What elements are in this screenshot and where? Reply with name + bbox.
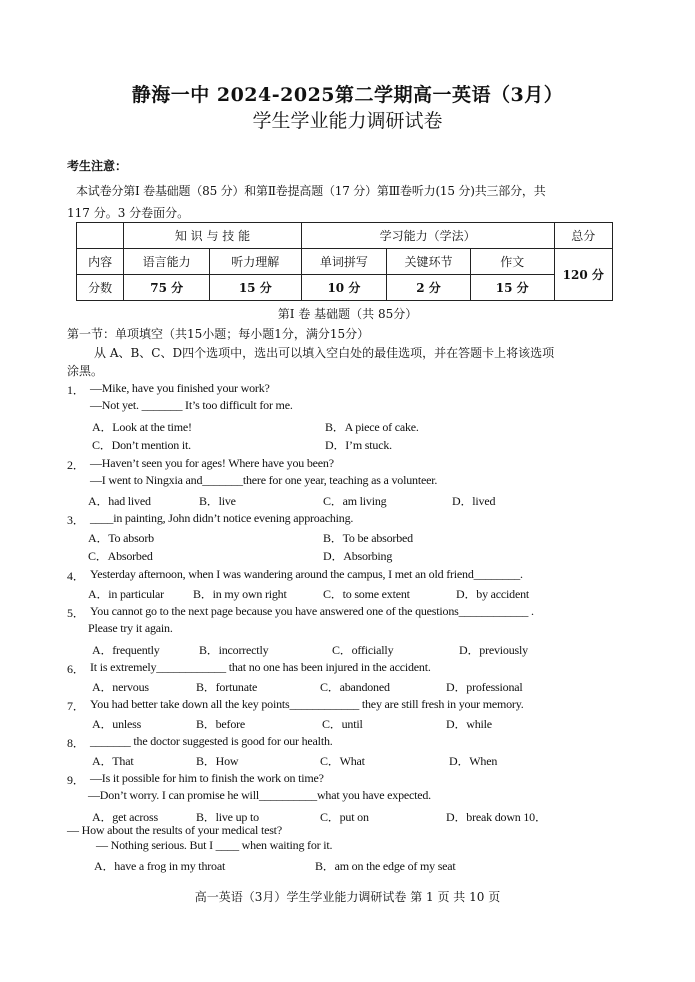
question-line: —Haven’t seen you for ages! Where have you been? [90, 456, 334, 470]
question-line: — How about the results of your medical test? [67, 823, 282, 837]
question-line: It is extremely____________ that no one has been injured in the accident. [90, 660, 431, 674]
option-b: B．How [196, 754, 239, 768]
option-d: D．When [449, 754, 498, 768]
table-col-3: 单词拼写 [301, 249, 387, 275]
table-col-2: 听力理解 [210, 249, 302, 275]
option-a: A．in particular [88, 587, 164, 601]
page-footer: 高一英语（3月）学生学业能力调研试卷 第 1 页 共 10 页 [194, 890, 501, 904]
notice-label: 考生注意： [67, 159, 128, 173]
option-b: B．in my own right [193, 587, 287, 601]
option-a: A．That [92, 754, 134, 768]
option-a: A．get across [92, 810, 158, 824]
question-number: 8． [67, 736, 85, 750]
table-score-4: 2 分 [387, 275, 471, 301]
option-c: C．abandoned [320, 680, 390, 694]
notice-line-2: 117 分。3 分卷面分。 [67, 206, 190, 220]
question-line: ____in painting, John didn’t notice evening approaching. [90, 511, 354, 525]
option-b: B．To be absorbed [323, 531, 413, 545]
option-d: D．break down 10． [446, 810, 547, 824]
option-b: B．fortunate [196, 680, 258, 694]
option-d: D．I’m stuck. [325, 438, 392, 452]
question-line: Yesterday afternoon, when I was wandering around the campus, I met an old friend________. [90, 567, 523, 581]
exam-subtitle: 学生学业能力调研试卷 [252, 110, 443, 132]
question-line: — Nothing serious. But I ____ when waiting for it. [96, 838, 333, 852]
table-group-learning: 学习能力（学法） [301, 223, 554, 249]
question-number: 7． [67, 699, 85, 713]
option-b: B．incorrectly [199, 643, 269, 657]
section-title: 第一节：单项填空（共15小题；每小题1分，满分15分） [67, 327, 370, 341]
instruction-line-1: 从 A、B、C、D四个选项中，选出可以填入空白处的最佳选项，并在答题卡上将该选项 [94, 346, 555, 360]
table-col-4: 关键环节 [387, 249, 471, 275]
question-number: 6． [67, 662, 85, 676]
option-c: C．am living [323, 494, 387, 508]
option-c: C．Don’t mention it. [92, 438, 191, 452]
option-a: A．unless [92, 717, 142, 731]
option-b: B．live [199, 494, 236, 508]
question-line: —Is it possible for him to finish the work on time? [90, 771, 324, 785]
question-number: 1． [67, 383, 85, 397]
option-c: C．to some extent [323, 587, 410, 601]
question-line: _______ the doctor suggested is good for our health. [90, 734, 333, 748]
table-col-1: 语言能力 [124, 249, 210, 275]
table-row-label-score: 分数 [77, 275, 124, 301]
instruction-line-2: 涂黑。 [67, 364, 104, 378]
table-score-3: 10 分 [301, 275, 387, 301]
option-b: B．am on the edge of my seat [315, 859, 456, 873]
question-line: You cannot go to the next page because you have answered one of the questions____________ . [90, 604, 534, 618]
option-c: C．officially [332, 643, 394, 657]
option-d: D．lived [452, 494, 496, 508]
question-line: You had better take down all the key points____________ they are still fresh in your memory. [90, 697, 524, 711]
option-b: B．live up to [196, 810, 259, 824]
option-a: A．Look at the time! [92, 420, 192, 434]
option-d: D．professional [446, 680, 523, 694]
question-number: 9． [67, 773, 85, 787]
option-a: A．had lived [88, 494, 151, 508]
question-number: 4． [67, 569, 85, 583]
part-title: 第Ⅰ 卷 基础题（共 85分） [277, 307, 418, 321]
notice-line-1: 本试卷分第Ⅰ 卷基础题（85 分）和第Ⅱ卷提高题（17 分）第Ⅲ卷听力(15 分)共三部分，共 [76, 184, 546, 198]
option-d: D．Absorbing [323, 549, 393, 563]
question-line: —I went to Ningxia and_______there for one year, teaching as a volunteer. [90, 473, 438, 487]
option-a: A．have a frog in my throat [94, 859, 226, 873]
table-total-label: 总分 [554, 223, 612, 249]
question-line: Please try it again. [88, 621, 173, 635]
table-group-knowledge: 知 识 与 技 能 [124, 223, 301, 249]
question-number: 2． [67, 458, 85, 472]
option-c: C．Absorbed [88, 549, 153, 563]
table-row-label-content: 内容 [77, 249, 124, 275]
question-number: 5． [67, 606, 85, 620]
option-d: D．by accident [456, 587, 530, 601]
score-table [76, 222, 613, 301]
question-line: —Not yet. _______ It’s too difficult for me. [90, 398, 293, 412]
table-corner [77, 223, 124, 249]
option-a: A．nervous [92, 680, 149, 694]
option-b: B．A piece of cake. [325, 420, 419, 434]
option-a: A．To absorb [88, 531, 154, 545]
question-number: 3． [67, 513, 85, 527]
table-score-5: 15 分 [470, 275, 554, 301]
question-line: —Don’t worry. I can promise he will__________what you have expected. [88, 788, 431, 802]
table-col-5: 作文 [470, 249, 554, 275]
option-c: C．What [320, 754, 365, 768]
option-c: C．until [322, 717, 363, 731]
table-total-score: 120 分 [554, 249, 612, 301]
question-line: —Mike, have you finished your work? [90, 381, 270, 395]
table-score-1: 75 分 [124, 275, 210, 301]
option-a: A．frequently [92, 643, 160, 657]
option-d: D．previously [459, 643, 528, 657]
option-b: B．before [196, 717, 246, 731]
option-c: C．put on [320, 810, 369, 824]
option-d: D．while [446, 717, 492, 731]
exam-title: 静海一中 2024-2025第二学期高一英语（3月） [131, 84, 564, 106]
table-score-2: 15 分 [210, 275, 302, 301]
